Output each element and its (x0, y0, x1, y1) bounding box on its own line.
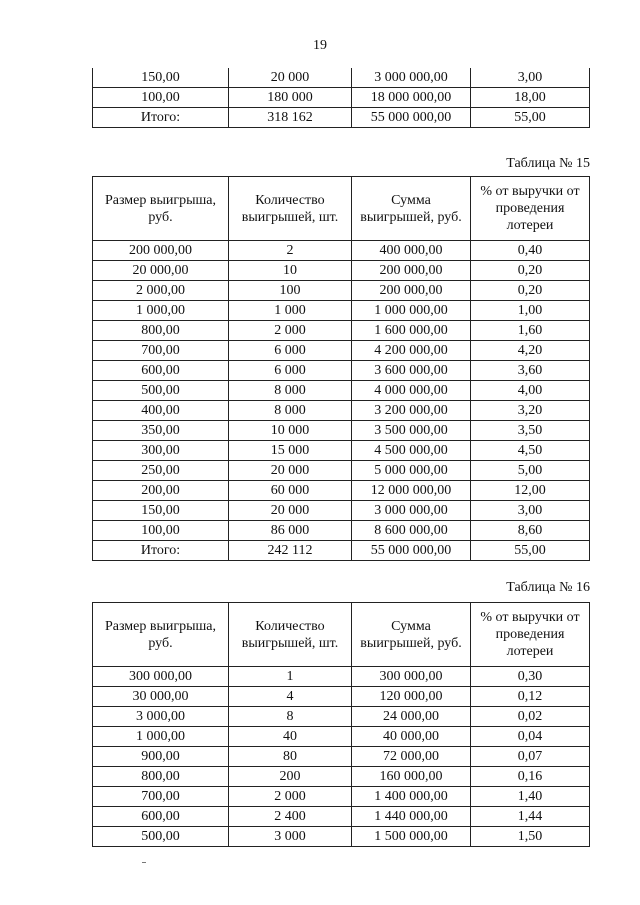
cell-revenue-percent: 3,50 (471, 421, 590, 441)
cell-revenue-percent: 0,07 (471, 747, 590, 767)
table-15-caption: Таблица № 15 (506, 156, 590, 171)
cell-prize-size: 150,00 (93, 68, 229, 88)
cell-prize-sum: 4 200 000,00 (352, 341, 471, 361)
cell-revenue-percent: 4,50 (471, 441, 590, 461)
cell-prize-size: 250,00 (93, 461, 229, 481)
cell-revenue-percent: 0,12 (471, 687, 590, 707)
table-row (93, 441, 590, 461)
total-row (93, 541, 590, 561)
cell-prize-sum: 1 400 000,00 (352, 787, 471, 807)
cell-revenue-percent: 0,02 (471, 707, 590, 727)
table-row (93, 301, 590, 321)
cell-prize-count: 10 (229, 261, 352, 281)
page-number: 19 (313, 38, 327, 53)
cell-revenue-percent: 1,60 (471, 321, 590, 341)
cell-prize-sum: 300 000,00 (352, 667, 471, 687)
header-prize-count: Количество выигрышей, шт. (229, 177, 352, 241)
table-row (93, 767, 590, 787)
cell-prize-sum: 400 000,00 (352, 241, 471, 261)
cell-prize-count: 100 (229, 281, 352, 301)
cell-prize-count: 200 (229, 767, 352, 787)
cell-prize-sum: 1 440 000,00 (352, 807, 471, 827)
total-row (93, 108, 590, 128)
table-row (93, 461, 590, 481)
table-15-body (93, 241, 590, 561)
cell-prize-size: 200,00 (93, 481, 229, 501)
cell-prize-size: 350,00 (93, 421, 229, 441)
table-row (93, 727, 590, 747)
cell-prize-count: 20 000 (229, 68, 352, 88)
cell-prize-size: 2 000,00 (93, 281, 229, 301)
cell-prize-count: 6 000 (229, 341, 352, 361)
cell-prize-sum: 12 000 000,00 (352, 481, 471, 501)
cell-prize-count: 180 000 (229, 88, 352, 108)
cell-prize-sum: 40 000,00 (352, 727, 471, 747)
cell-prize-sum: 3 600 000,00 (352, 361, 471, 381)
cell-prize-sum: 1 000 000,00 (352, 301, 471, 321)
cell-prize-size: 300 000,00 (93, 667, 229, 687)
table-row (93, 667, 590, 687)
cell-revenue-percent: 5,00 (471, 461, 590, 481)
cell-prize-sum: 3 500 000,00 (352, 421, 471, 441)
cell-revenue-percent: 12,00 (471, 481, 590, 501)
cell-revenue-percent: 1,44 (471, 807, 590, 827)
cell-prize-size: 1 000,00 (93, 727, 229, 747)
cell-prize-size: 600,00 (93, 361, 229, 381)
table-row (93, 807, 590, 827)
cell-revenue-percent: 55,00 (471, 541, 590, 561)
cell-revenue-percent: 8,60 (471, 521, 590, 541)
cell-prize-size: Итого: (93, 541, 229, 561)
cell-revenue-percent: 1,50 (471, 827, 590, 847)
cell-prize-sum: 3 200 000,00 (352, 401, 471, 421)
table-header-row (93, 177, 590, 241)
table-row (93, 521, 590, 541)
cell-revenue-percent: 3,00 (471, 501, 590, 521)
header-prize-count: Количество выигрышей, шт. (229, 603, 352, 667)
cell-prize-sum: 4 000 000,00 (352, 381, 471, 401)
cell-prize-count: 1 000 (229, 301, 352, 321)
cell-prize-size: 3 000,00 (93, 707, 229, 727)
cell-prize-size: 700,00 (93, 341, 229, 361)
cell-prize-sum: 200 000,00 (352, 261, 471, 281)
table-row (93, 341, 590, 361)
cell-prize-count: 242 112 (229, 541, 352, 561)
cell-prize-size: 700,00 (93, 787, 229, 807)
cell-prize-count: 80 (229, 747, 352, 767)
cell-prize-count: 10 000 (229, 421, 352, 441)
cell-prize-size: 20 000,00 (93, 261, 229, 281)
cell-prize-count: 40 (229, 727, 352, 747)
cell-prize-size: 200 000,00 (93, 241, 229, 261)
cell-prize-sum: 3 000 000,00 (352, 68, 471, 88)
cell-prize-count: 1 (229, 667, 352, 687)
cell-prize-count: 2 000 (229, 787, 352, 807)
header-prize-sum: Сумма выигрышей, руб. (352, 177, 471, 241)
table-row (93, 88, 590, 108)
table-header-row (93, 603, 590, 667)
header-prize-size: Размер выигрыша, руб. (93, 177, 229, 241)
cell-prize-count: 2 (229, 241, 352, 261)
table-row (93, 401, 590, 421)
table-row (93, 707, 590, 727)
header-prize-size: Размер выигрыша, руб. (93, 603, 229, 667)
cell-prize-count: 3 000 (229, 827, 352, 847)
cell-prize-sum: 160 000,00 (352, 767, 471, 787)
cell-revenue-percent: 3,20 (471, 401, 590, 421)
cell-prize-sum: 1 500 000,00 (352, 827, 471, 847)
cell-prize-size: 900,00 (93, 747, 229, 767)
cell-revenue-percent: 0,20 (471, 281, 590, 301)
cell-revenue-percent: 4,00 (471, 381, 590, 401)
table-row (93, 281, 590, 301)
cell-revenue-percent: 0,16 (471, 767, 590, 787)
cell-prize-sum: 55 000 000,00 (352, 108, 471, 128)
cell-prize-sum: 4 500 000,00 (352, 441, 471, 461)
cell-prize-sum: 3 000 000,00 (352, 501, 471, 521)
header-revenue-percent: % от выручки от проведения лотереи (471, 603, 590, 667)
cell-revenue-percent: 0,04 (471, 727, 590, 747)
table-row (93, 241, 590, 261)
cell-prize-size: 100,00 (93, 88, 229, 108)
table-row (93, 787, 590, 807)
cell-prize-sum: 55 000 000,00 (352, 541, 471, 561)
cell-prize-count: 60 000 (229, 481, 352, 501)
continued-prize-table (92, 68, 590, 128)
cell-prize-count: 20 000 (229, 461, 352, 481)
cell-prize-count: 2 400 (229, 807, 352, 827)
table-row (93, 421, 590, 441)
cell-prize-size: 800,00 (93, 767, 229, 787)
cell-prize-sum: 1 600 000,00 (352, 321, 471, 341)
table-row (93, 747, 590, 767)
table-16-caption: Таблица № 16 (506, 580, 590, 595)
cell-revenue-percent: 3,60 (471, 361, 590, 381)
cell-prize-size: 150,00 (93, 501, 229, 521)
cell-prize-count: 2 000 (229, 321, 352, 341)
table-row (93, 501, 590, 521)
table-row (93, 321, 590, 341)
cell-prize-count: 8 (229, 707, 352, 727)
cell-prize-count: 8 000 (229, 381, 352, 401)
table-row (93, 827, 590, 847)
cell-revenue-percent: 0,40 (471, 241, 590, 261)
cell-prize-sum: 200 000,00 (352, 281, 471, 301)
cell-prize-size: 800,00 (93, 321, 229, 341)
cell-prize-sum: 8 600 000,00 (352, 521, 471, 541)
cell-prize-sum: 72 000,00 (352, 747, 471, 767)
cell-prize-count: 4 (229, 687, 352, 707)
cell-prize-size: Итого: (93, 108, 229, 128)
cell-prize-count: 6 000 (229, 361, 352, 381)
table-16-body (93, 667, 590, 847)
table-row (93, 481, 590, 501)
cell-prize-size: 400,00 (93, 401, 229, 421)
cell-revenue-percent: 55,00 (471, 108, 590, 128)
cell-revenue-percent: 18,00 (471, 88, 590, 108)
cell-revenue-percent: 1,40 (471, 787, 590, 807)
prize-table-15 (92, 176, 590, 561)
table-row (93, 261, 590, 281)
cell-prize-sum: 18 000 000,00 (352, 88, 471, 108)
cell-prize-size: 100,00 (93, 521, 229, 541)
cell-prize-count: 15 000 (229, 441, 352, 461)
header-revenue-percent: % от выручки от проведения лотереи (471, 177, 590, 241)
continued-table-body (93, 68, 590, 128)
cell-prize-count: 20 000 (229, 501, 352, 521)
cell-prize-size: 500,00 (93, 827, 229, 847)
table-row (93, 68, 590, 88)
cell-prize-size: 500,00 (93, 381, 229, 401)
cell-prize-size: 30 000,00 (93, 687, 229, 707)
cell-prize-sum: 5 000 000,00 (352, 461, 471, 481)
cell-prize-count: 8 000 (229, 401, 352, 421)
cell-prize-count: 86 000 (229, 521, 352, 541)
cell-revenue-percent: 0,30 (471, 667, 590, 687)
prize-table-16 (92, 602, 590, 847)
cell-prize-size: 600,00 (93, 807, 229, 827)
header-prize-sum: Сумма выигрышей, руб. (352, 603, 471, 667)
cell-prize-count: 318 162 (229, 108, 352, 128)
cell-revenue-percent: 4,20 (471, 341, 590, 361)
table-row (93, 381, 590, 401)
cell-revenue-percent: 1,00 (471, 301, 590, 321)
cell-prize-sum: 24 000,00 (352, 707, 471, 727)
cell-revenue-percent: 0,20 (471, 261, 590, 281)
cell-prize-sum: 120 000,00 (352, 687, 471, 707)
cell-revenue-percent: 3,00 (471, 68, 590, 88)
table-row (93, 361, 590, 381)
page-mark (142, 862, 146, 863)
cell-prize-size: 1 000,00 (93, 301, 229, 321)
table-row (93, 687, 590, 707)
cell-prize-size: 300,00 (93, 441, 229, 461)
